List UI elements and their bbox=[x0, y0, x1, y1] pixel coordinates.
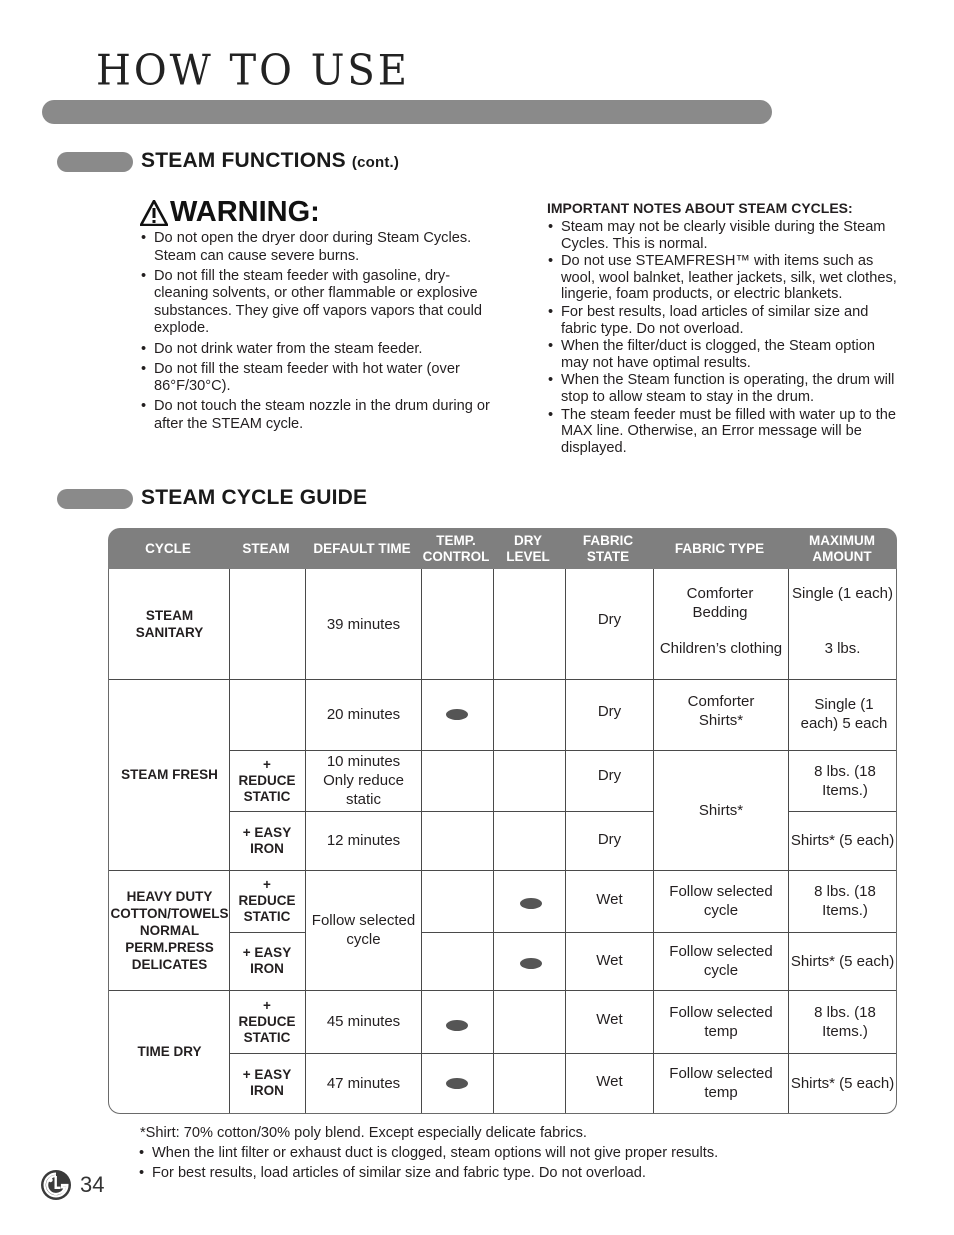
warning-item: • Do not touch the steam nozzle in the drum during or after the STEAM cycle. bbox=[140, 398, 490, 433]
note-item: • For best results, load articles of similar size and fabric type. Do not overload. bbox=[547, 304, 902, 337]
title-bar bbox=[42, 100, 772, 124]
fabric-type: Comforter Shirts* bbox=[687, 693, 755, 729]
option-easy-iron: + EASY IRON bbox=[242, 1067, 292, 1098]
header-fabric-type: FABRIC TYPE bbox=[674, 540, 765, 556]
option-easy-iron: + EASY IRON bbox=[242, 824, 292, 856]
note-item: • The steam feeder must be filled with water up to the MAX line. Otherwise, an Error message will be displayed. bbox=[547, 407, 902, 457]
section-marker bbox=[57, 489, 133, 509]
footnotes bbox=[140, 1123, 840, 1183]
fabric-type: Follow selected cycle bbox=[669, 943, 773, 979]
warning-triangle-icon bbox=[140, 200, 168, 226]
cycle-steam-sanitary: STEAM SANITARY bbox=[135, 608, 204, 640]
time-39: 39 minutes bbox=[326, 615, 401, 633]
note-item: • Do not use STEAMFRESH™ with items such as wool, wool balnket, leather jackets, silk, wet clothes, lingerie, foam products, or electric blankets. bbox=[547, 253, 902, 303]
footnote-item: • For best results, load articles of similar size and fabric type. Do not overload. bbox=[138, 1163, 840, 1183]
cycle-steam-fresh: STEAM FRESH bbox=[121, 767, 218, 782]
header-temp-control: TEMP. CONTROL bbox=[422, 532, 490, 564]
fabric-state: Wet bbox=[596, 1072, 623, 1090]
grid-line bbox=[493, 569, 494, 1113]
header-cycle: CYCLE bbox=[145, 540, 191, 556]
footnote-item: • When the lint filter or exhaust duct is clogged, steam options will not give proper results. bbox=[138, 1143, 840, 1163]
grid-line bbox=[229, 569, 230, 1113]
max-amount: Shirts* (5 each) bbox=[790, 1074, 895, 1092]
time-20: 20 minutes bbox=[326, 706, 401, 723]
fabric-state: Wet bbox=[596, 1010, 623, 1028]
option-reduce-static: + REDUCE STATIC bbox=[238, 756, 296, 804]
max-amount: Single (1 each) 5 each bbox=[800, 696, 888, 732]
temp-control-indicator bbox=[446, 1020, 468, 1031]
table-body bbox=[108, 569, 897, 1114]
section-title-steam-functions bbox=[141, 149, 399, 173]
cycle-heavy-duty-group: HEAVY DUTY COTTON/TOWELS NORMAL PERM.PRESS DELICATES bbox=[110, 888, 229, 972]
max-amount: 8 lbs. (18 Items.) bbox=[814, 1003, 876, 1040]
max-amount: Single (1 each) bbox=[792, 584, 893, 602]
fabric-type: Follow selected temp bbox=[669, 1003, 773, 1040]
notes-heading: IMPORTANT NOTES ABOUT STEAM CYCLES: bbox=[547, 200, 853, 216]
temp-control-indicator bbox=[446, 709, 468, 720]
temp-control-indicator bbox=[446, 1078, 468, 1089]
fabric-state: Dry bbox=[597, 831, 622, 848]
fabric-state: Dry bbox=[597, 610, 622, 628]
table-header bbox=[108, 528, 897, 569]
section-title-steam-cycle-guide: STEAM CYCLE GUIDE bbox=[141, 486, 368, 509]
note-item: • When the Steam function is operating, the drum will stop to allow steam to stay in the drum. bbox=[547, 372, 902, 405]
steam-functions-suffix: (cont.) bbox=[351, 154, 400, 171]
grid-line bbox=[421, 569, 422, 1113]
warning-item: • Do not open the dryer door during Steam Cycles. Steam can cause severe burns. bbox=[140, 230, 490, 265]
footnote-shirt: *Shirt: 70% cotton/30% poly blend. Except especially delicate fabrics. bbox=[140, 1125, 587, 1141]
max-amount: 3 lbs. bbox=[824, 639, 861, 657]
option-reduce-static: + REDUCE STATIC bbox=[238, 997, 296, 1045]
lg-logo-icon bbox=[40, 1169, 72, 1201]
page-number: 34 bbox=[80, 1172, 105, 1197]
notes-list bbox=[547, 219, 902, 457]
fabric-state: Wet bbox=[596, 890, 623, 908]
option-reduce-static: + REDUCE STATIC bbox=[238, 877, 296, 924]
header-maximum-amount: MAXIMUM AMOUNT bbox=[809, 532, 875, 564]
header-dry-level: DRY LEVEL bbox=[506, 532, 550, 564]
note-item: • Steam may not be clearly visible during the Steam Cycles. This is normal. bbox=[547, 219, 902, 252]
steam-functions-title: STEAM FUNCTIONS bbox=[141, 149, 346, 172]
header-steam: STEAM bbox=[242, 540, 290, 556]
fabric-state: Dry bbox=[597, 767, 622, 784]
fabric-type: Children’s clothing bbox=[659, 639, 783, 657]
warning-item: • Do not fill the steam feeder with gasoline, dry-cleaning solvents, or other flammable or explosive substances. They give off vapors vapors that could explode. bbox=[140, 268, 490, 338]
max-amount: 8 lbs. (18 Items.) bbox=[814, 883, 876, 919]
header-default-time: DEFAULT TIME bbox=[313, 540, 411, 556]
warning-list bbox=[140, 230, 490, 436]
warning-item: • Do not drink water from the steam feeder. bbox=[140, 341, 490, 359]
fabric-state: Dry bbox=[597, 702, 622, 720]
time-follow-cycle: Follow selected cycle bbox=[311, 912, 416, 948]
dry-level-indicator bbox=[520, 958, 542, 969]
fabric-type: Follow selected cycle bbox=[669, 883, 773, 919]
section-marker bbox=[57, 152, 133, 172]
note-item: • When the filter/duct is clogged, the Steam option may not have optimal results. bbox=[547, 338, 902, 371]
time-47: 47 minutes bbox=[326, 1074, 401, 1092]
time-12: 12 minutes bbox=[326, 832, 401, 849]
page-title: HOW TO USE bbox=[96, 46, 411, 96]
warning-title: WARNING: bbox=[170, 196, 320, 228]
warning-item: • Do not fill the steam feeder with hot water (over 86°F/30°C). bbox=[140, 361, 490, 396]
max-amount: Shirts* (5 each) bbox=[790, 832, 895, 849]
max-amount: Shirts* (5 each) bbox=[790, 952, 895, 970]
footnote-list bbox=[138, 1143, 840, 1183]
option-easy-iron: + EASY IRON bbox=[242, 945, 292, 976]
header-fabric-state: FABRIC STATE bbox=[582, 532, 634, 564]
fabric-type: Comforter Bedding bbox=[686, 585, 754, 621]
max-amount: 8 lbs. (18 Items.) bbox=[814, 762, 876, 799]
fabric-type: Shirts* bbox=[698, 801, 744, 819]
dry-level-indicator bbox=[520, 898, 542, 909]
fabric-state: Wet bbox=[596, 951, 623, 969]
time-10: 10 minutes Only reduce static bbox=[323, 753, 404, 808]
fabric-type: Follow selected temp bbox=[669, 1065, 773, 1101]
steam-cycle-table bbox=[108, 528, 897, 1114]
time-45: 45 minutes bbox=[326, 1013, 401, 1030]
warning-heading bbox=[140, 196, 320, 229]
cycle-time-dry: TIME DRY bbox=[137, 1044, 202, 1059]
